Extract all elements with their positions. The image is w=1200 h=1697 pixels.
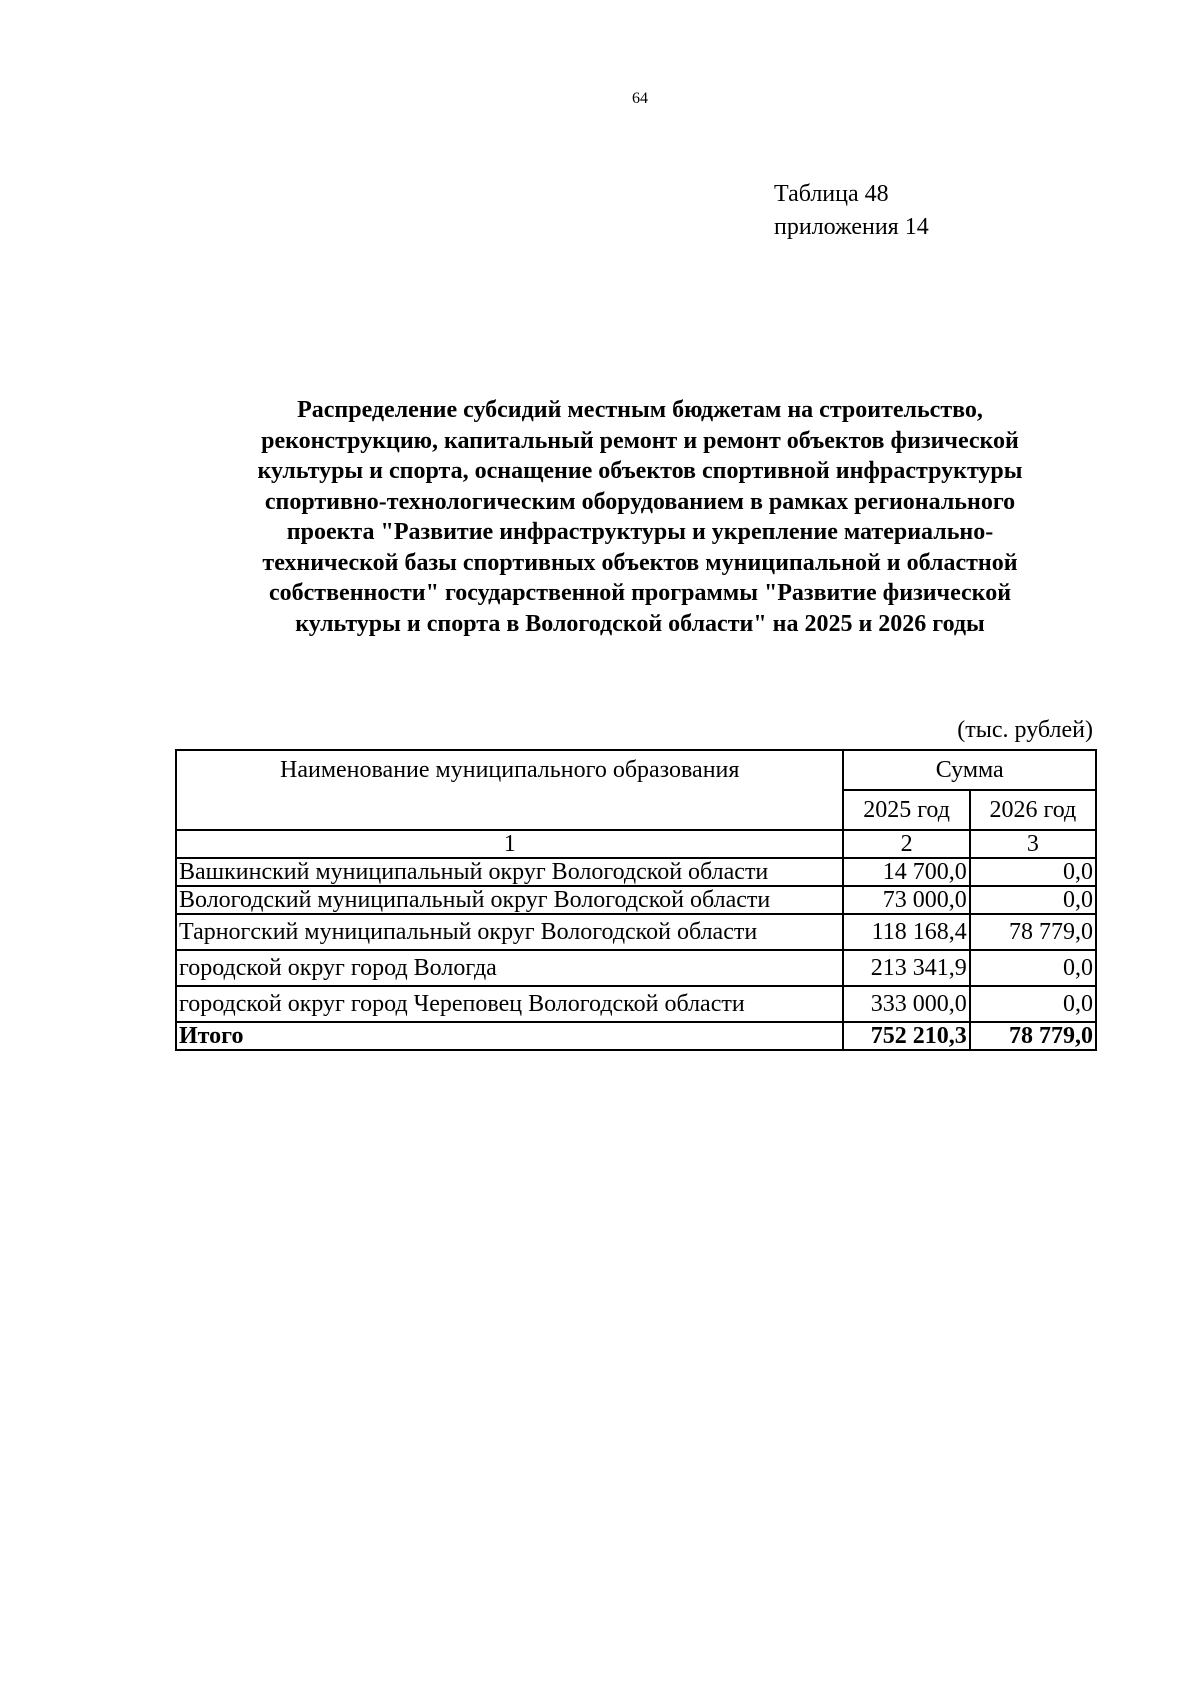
appendix-number: приложения 14	[774, 214, 929, 240]
row-name: Вашкинский муниципальный округ Вологодской области	[176, 858, 843, 886]
row-name: Вологодский муниципальный округ Вологодской области	[176, 886, 843, 914]
index-cell: 2	[843, 830, 969, 858]
total-label: Итого	[176, 1022, 843, 1050]
row-value-2026: 78 779,0	[970, 914, 1096, 950]
header-year-2025: 2025 год	[843, 790, 969, 830]
header-name: Наименование муниципального образования	[176, 750, 843, 830]
subsidy-table	[175, 749, 1097, 1051]
header-row	[176, 750, 1096, 790]
row-value-2025: 73 000,0	[843, 886, 969, 914]
table-row	[176, 986, 1096, 1022]
row-value-2025: 333 000,0	[843, 986, 969, 1022]
row-name: городской округ город Череповец Вологодской области	[176, 986, 843, 1022]
row-value-2026: 0,0	[970, 986, 1096, 1022]
page-number: 64	[632, 90, 648, 107]
table-row	[176, 886, 1096, 914]
index-row	[176, 830, 1096, 858]
table-row	[176, 950, 1096, 986]
unit-label: (тыс. рублей)	[957, 717, 1093, 743]
index-cell: 1	[176, 830, 843, 858]
table-row	[176, 858, 1096, 886]
row-value-2026: 0,0	[970, 858, 1096, 886]
total-value-2026: 78 779,0	[970, 1022, 1096, 1050]
row-value-2025: 213 341,9	[843, 950, 969, 986]
row-value-2025: 118 168,4	[843, 914, 969, 950]
index-cell: 3	[970, 830, 1096, 858]
row-name: городской округ город Вологда	[176, 950, 843, 986]
document-title: Распределение субсидий местным бюджетам на строительство, реконструкцию, капитальный ремонт и ремонт объектов физической культуры и спорта, оснащение объектов спортивной инфраструктуры спортивно-технологическим оборудованием в рамках регионального проекта "Развитие инфраструктуры и укрепление материально- технической базы спортивных объектов муниципальной и областной собственности" государственной программы "Развитие физической культуры и спорта в Вологодской области" на 2025 и 2026 годы	[257, 397, 1023, 637]
header-sum: Сумма	[843, 750, 1096, 790]
row-name: Тарногский муниципальный округ Вологодской области	[176, 914, 843, 950]
header-year-2026: 2026 год	[970, 790, 1096, 830]
table-reference	[774, 178, 929, 244]
row-value-2025: 14 700,0	[843, 858, 969, 886]
row-value-2026: 0,0	[970, 950, 1096, 986]
total-value-2025: 752 210,3	[843, 1022, 969, 1050]
row-value-2026: 0,0	[970, 886, 1096, 914]
table-number: Таблица 48	[774, 181, 889, 207]
table-row	[176, 914, 1096, 950]
total-row	[176, 1022, 1096, 1050]
